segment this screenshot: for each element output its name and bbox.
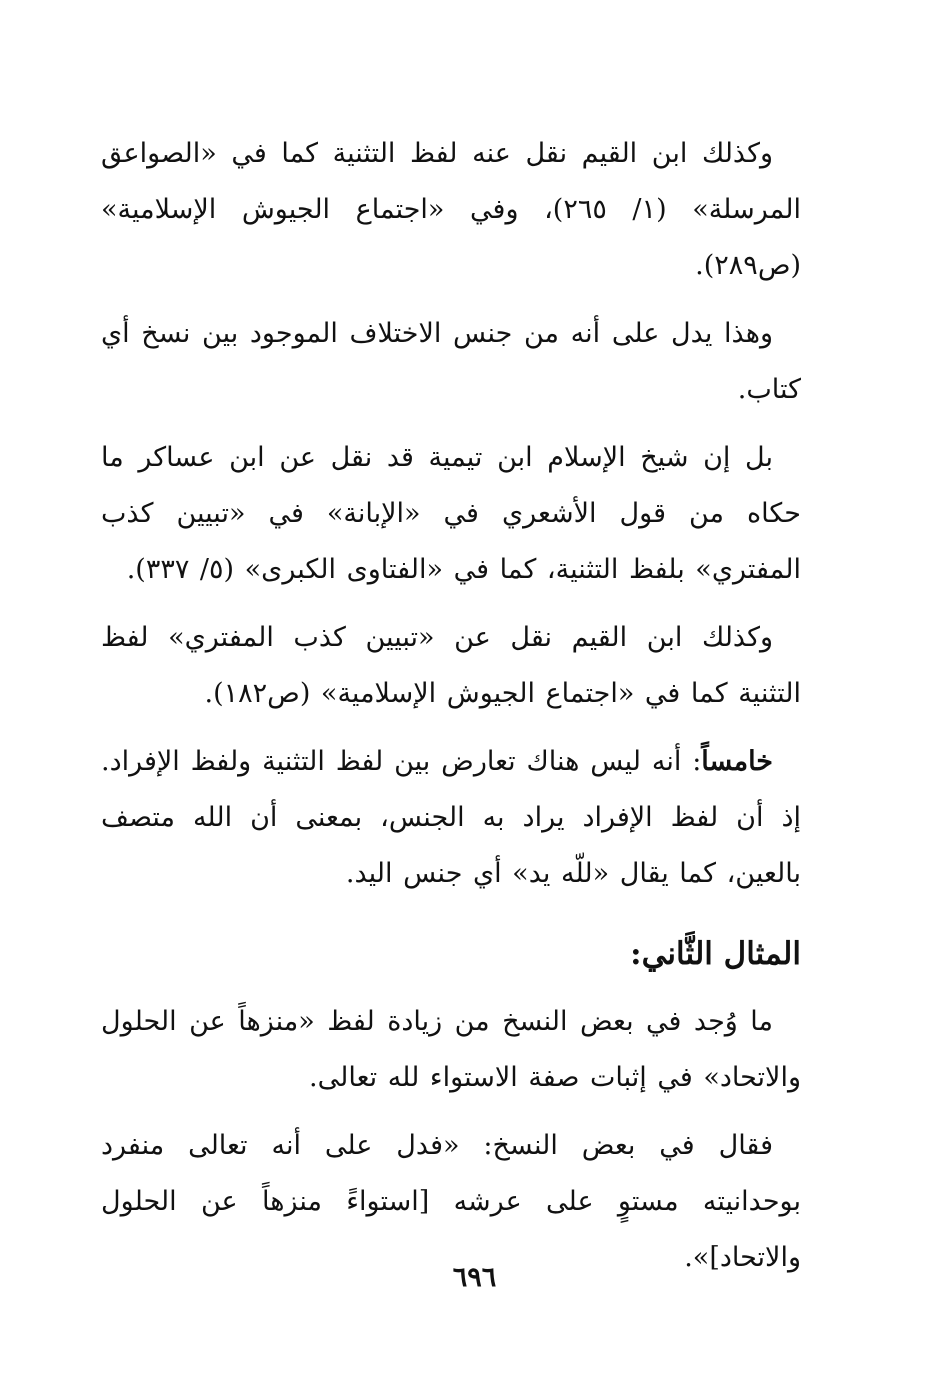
paragraph-ibn-qayyim-sawaiq: وكذلك ابن القيم نقل عنه لفظ التثنية كما في «الصواعق المرسلة» (١/ ٢٦٥)، وفي «اجتماع الجيوش الإسلامية» (ص٢٨٩). [101, 138, 801, 281]
paragraph-second-example: ما وُجد في بعض النسخ من زيادة لفظ «منزهاً عن الحلول والاتحاد» في إثبات صفة الاستواء لله تعالى. [101, 1006, 801, 1093]
paragraph-manuscript-variance: وهذا يدل على أنه من جنس الاختلاف الموجود بين نسخ أي كتاب. [101, 318, 801, 405]
paragraph-fifth-point [101, 734, 801, 902]
fifth-point-lead: خامساً [701, 746, 773, 777]
paragraph-ibn-qayyim-tabyin: وكذلك ابن القيم نقل عن «تبيين كذب المفتري» لفظ التثنية كما في «اجتماع الجيوش الإسلامية» (ص١٨٢). [101, 622, 801, 709]
section-heading: المثال الثَّاني: [630, 936, 801, 972]
paragraph-ibn-taymiyya: بل إن شيخ الإسلام ابن تيمية قد نقل عن ابن عساكر ما حكاه من قول الأشعري في «الإبانة» في «تبيين كذب المفتري» بلفظ التثنية، كما في «الفتاوى الكبرى» (٥/ ٣٣٧). [101, 442, 801, 585]
fifth-point-text: : أنه ليس هناك تعارض بين لفظ التثنية ولفظ الإفراد. إذ أن لفظ الإفراد يراد به الجنس، بمعنى أن الله متصف بالعين، كما يقال «للّه يد» أي جنس اليد. [101, 746, 801, 889]
page-body [101, 126, 801, 1298]
page-number: ٦٩٦ [452, 1262, 497, 1293]
paragraph-second-example-quote: فقال في بعض النسخ: «فدل على أنه تعالى منفرد بوحدانيته مستوٍ على عرشه [استواءً منزهاً عن الحلول والاتحاد]». [101, 1130, 801, 1273]
